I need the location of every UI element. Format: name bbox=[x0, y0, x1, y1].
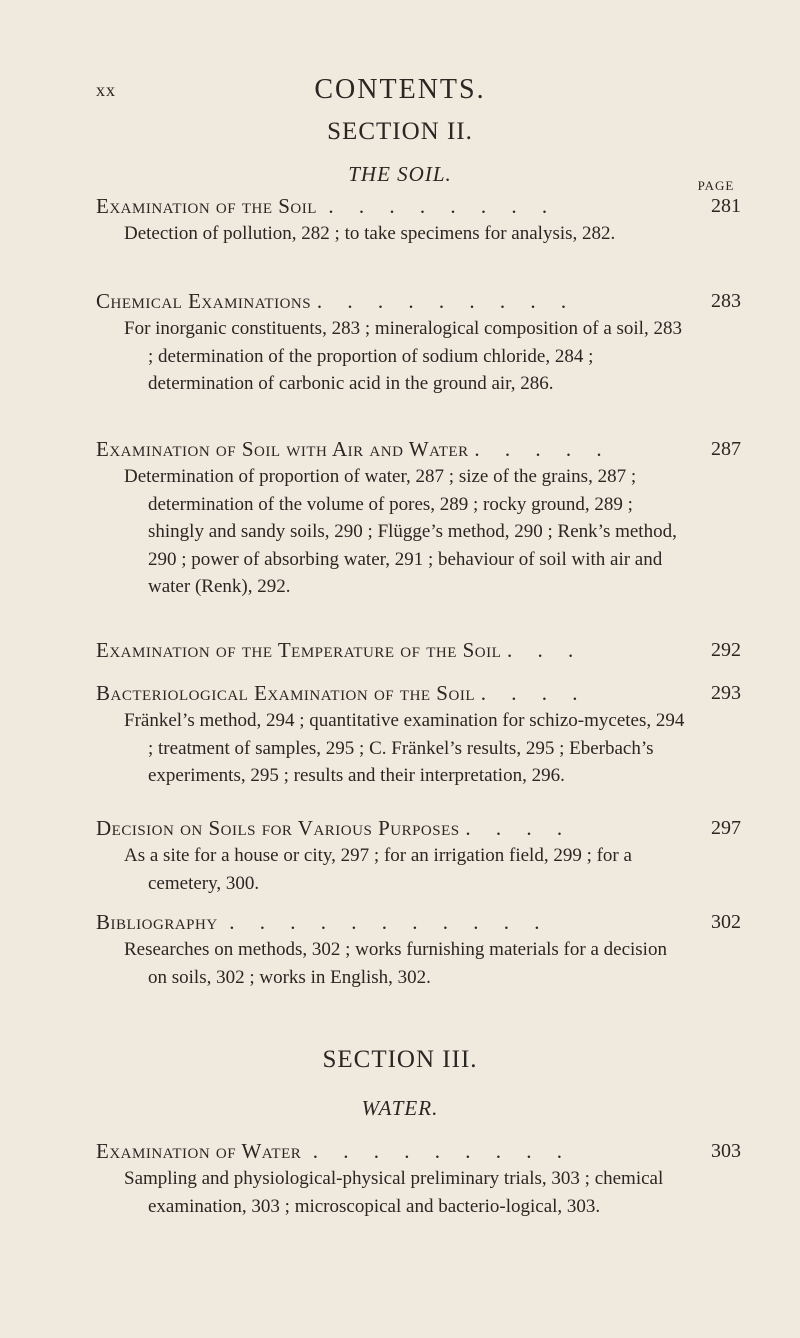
entry-description: Detection of pollution, 282 ; to take specimens for analysis, 282. bbox=[124, 223, 616, 244]
entry-description: Determination of proportion of water, 287 ; size of the grains, 287 ; determination of the volume of pores, 289 ; rocky ground, 289 ; shingly and sandy soils, 290 ; Flügge’s method, 290 ; Renk’s method, 290 ; power of absorbing water, 291 ; behaviour of soil with air and water (Renk), 292. bbox=[124, 466, 677, 597]
running-title: CONTENTS. bbox=[314, 74, 486, 105]
entry-title: Examination of the Temperature of the Soil . . . bbox=[96, 638, 584, 662]
section-3-subtitle: WATER. bbox=[361, 1096, 439, 1120]
entry-page-number: 303 bbox=[711, 1140, 741, 1162]
entry-title: Examination of Water . . . . . . . . . bbox=[96, 1139, 573, 1163]
toc-entry bbox=[96, 679, 741, 790]
toc-entry bbox=[96, 287, 741, 398]
entry-title: Bacteriological Examination of the Soil . . . . bbox=[96, 681, 588, 705]
entry-title: Chemical Examinations . . . . . . . . . bbox=[96, 289, 577, 313]
section-2-subtitle: THE SOIL. bbox=[348, 162, 452, 186]
entry-page-number: 292 bbox=[711, 639, 741, 661]
entry-page-number: 302 bbox=[711, 911, 741, 933]
toc-entry bbox=[96, 908, 741, 991]
entry-title: Bibliography . . . . . . . . . . . bbox=[96, 910, 550, 934]
entry-page-number: 283 bbox=[711, 290, 741, 312]
page-folio: xx bbox=[96, 80, 116, 100]
toc-entry bbox=[96, 636, 741, 664]
entry-page-number: 287 bbox=[711, 438, 741, 460]
toc-entry bbox=[96, 192, 741, 248]
toc-entry bbox=[96, 814, 741, 897]
entry-page-number: 297 bbox=[711, 817, 741, 839]
entry-description: For inorganic constituents, 283 ; mineralogical composition of a soil, 283 ; determination of the proportion of sodium chloride, 284 ; determination of carbonic acid in the ground air, 286. bbox=[124, 318, 682, 394]
entry-title: Decision on Soils for Various Purposes . . . . bbox=[96, 816, 573, 840]
entry-title: Examination of the Soil . . . . . . . . bbox=[96, 194, 558, 218]
entry-description: As a site for a house or city, 297 ; for an irrigation field, 299 ; for a cemetery, 300. bbox=[124, 845, 632, 894]
entry-description: Sampling and physiological-physical preliminary trials, 303 ; chemical examination, 303 ; microscopical and bacterio-logical, 303. bbox=[124, 1168, 664, 1217]
section-2-heading: SECTION II. bbox=[327, 118, 473, 145]
toc-entry bbox=[96, 435, 741, 601]
entry-page-number: 293 bbox=[711, 682, 741, 704]
page-column-label: PAGE bbox=[697, 178, 735, 193]
running-head bbox=[0, 74, 800, 104]
section-3-heading: SECTION III. bbox=[322, 1046, 478, 1073]
entry-page-number: 281 bbox=[711, 195, 741, 217]
entry-description: Researches on methods, 302 ; works furnishing materials for a decision on soils, 302 ; works in English, 302. bbox=[124, 939, 667, 988]
entry-description: Fränkel’s method, 294 ; quantitative examination for schizo-mycetes, 294 ; treatment of samples, 295 ; C. Fränkel’s results, 295 ; Eberbach’s experiments, 295 ; results and their interpretation, 296. bbox=[124, 710, 685, 786]
toc-entry bbox=[96, 1137, 741, 1220]
entry-title: Examination of Soil with Air and Water . . . . . bbox=[96, 437, 612, 461]
